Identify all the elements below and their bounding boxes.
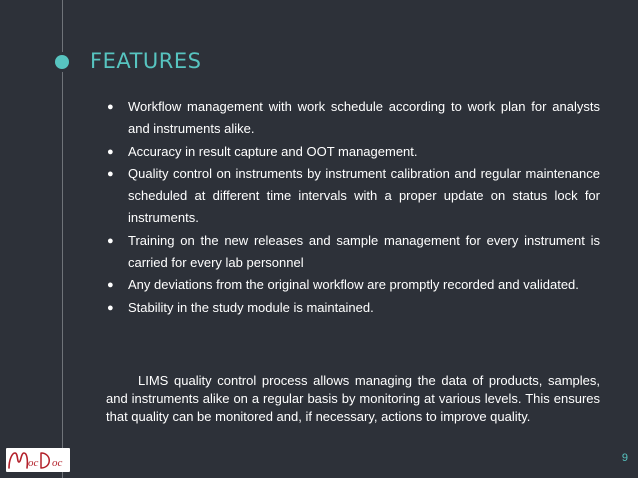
- feature-text: Any deviations from the original workflow are promptly recorded and validated.: [128, 277, 579, 293]
- feature-text: Workflow management with work schedule according to work plan for analysts and instruments alike.: [128, 99, 600, 137]
- feature-item: [106, 297, 600, 319]
- feature-item: [106, 274, 600, 296]
- bullet-icon: ●: [107, 234, 114, 247]
- bullet-icon: ●: [107, 301, 114, 314]
- feature-text: Stability in the study module is maintained.: [128, 299, 374, 315]
- feature-text: Quality control on instruments by instrument calibration and regular maintenance scheduled at different time intervals with a proper update on status lock for instruments.: [128, 165, 600, 226]
- mocdoc-logo-icon: [6, 448, 70, 472]
- svg-text:oc: oc: [52, 457, 63, 469]
- timeline-line-top: [62, 0, 63, 52]
- slide-title: FEATURES: [90, 49, 202, 73]
- timeline-line-bottom: [62, 72, 63, 478]
- timeline-dot-icon: [55, 55, 69, 69]
- feature-text: Training on the new releases and sample management for every instrument is carried for every lab personnel: [128, 232, 600, 271]
- page-number: 9: [621, 452, 628, 464]
- feature-item: [106, 163, 600, 230]
- svg-text:oc: oc: [28, 457, 39, 469]
- feature-list: [106, 96, 600, 319]
- bullet-icon: ●: [107, 145, 114, 158]
- summary-paragraph: LIMS quality control process allows managing the data of products, samples, and instruments alike on a regular basis by monitoring at various levels. This ensures that quality can be monitored and, if necessary, actions to improve quality.: [106, 373, 600, 424]
- feature-item: [106, 96, 600, 141]
- feature-item: [106, 141, 600, 163]
- feature-text: Accuracy in result capture and OOT management.: [128, 143, 418, 159]
- bullet-icon: ●: [107, 101, 114, 113]
- feature-item: [106, 230, 600, 275]
- mocdoc-logo: [6, 448, 70, 472]
- bullet-icon: ●: [107, 167, 114, 180]
- bullet-icon: ●: [107, 279, 114, 292]
